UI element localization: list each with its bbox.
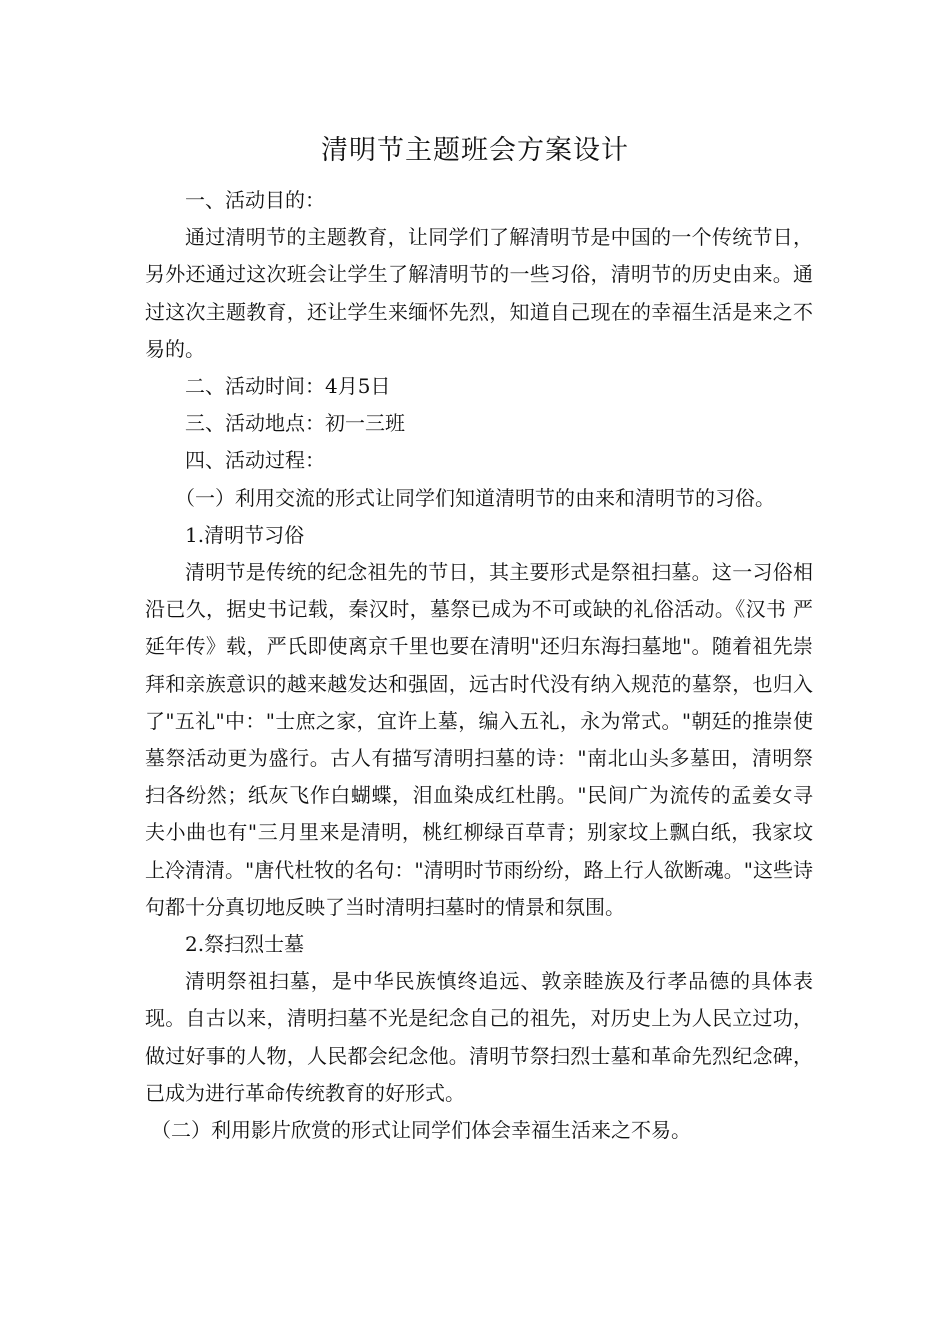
paragraph-martyrs: 清明祭祖扫墓，是中华民族慎终追远、敦亲睦族及行孝品德的具体表现。自古以来，清明扫墓不光是纪念自己的祖先，对历史上为人民立过功，做过好事的人物，人民都会纪念他。清明节祭扫烈士墓和革命先烈纪念碑，已成为进行革命传统教育的好形式。 [145,969,813,1105]
paragraph-purpose: 通过清明节的主题教育，让同学们了解清明节是中国的一个传统节日，另外还通过这次班会让学生了解清明节的一些习俗，清明节的历史由来。通过这次主题教育，还让学生来缅怀先烈，知道自己现在的幸福生活是来之不易的。 [145,225,813,361]
document-title: 清明节主题班会方案设计 [321,135,629,166]
subheading-customs: 1.清明节习俗 [185,522,305,547]
paragraph-customs: 清明节是传统的纪念祖先的节日，其主要形式是祭祖扫墓。这一习俗相沿已久，据史书记载，秦汉时，墓祭已成为不可或缺的礼俗活动。《汉书 严延年传》载，严氏即使离京千里也要在清明"还归东海扫墓地"。随着祖先崇拜和亲族意识的越来越发达和强固，远古时代没有纳入规范的墓祭，也归入了"五礼"中："士庶之家，宜许上墓，编入五礼，永为常式。"朝廷的推崇使墓祭活动更为盛行。古人有描写清明扫墓的诗："南北山头多墓田，清明祭扫各纷然；纸灰飞作白蝴蝶，泪血染成红杜鹃。"民间广为流传的孟姜女寻夫小曲也有"三月里来是清明，桃红柳绿百草青；别家坟上飘白纸，我家坟上冷清清。"唐代杜牧的名句："清明时节雨纷纷，路上行人欲断魂。"这些诗句都十分真切地反映了当时清明扫墓时的情景和氛围。 [145,560,813,919]
section-heading-process: 四、活动过程： [185,448,325,473]
section-heading-time: 二、活动时间：4月5日 [185,374,391,399]
section-heading-purpose: 一、活动目的： [185,188,325,212]
subsection-film: （二）利用影片欣赏的形式让同学们体会幸福生活来之不易。 [151,1118,691,1143]
subheading-martyrs: 2.祭扫烈士墓 [185,932,305,957]
section-heading-location: 三、活动地点：初一三班 [185,411,405,436]
subsection-exchange: （一）利用交流的形式让同学们知道清明节的由来和清明节的习俗。 [175,485,775,510]
document-body [145,182,813,1149]
